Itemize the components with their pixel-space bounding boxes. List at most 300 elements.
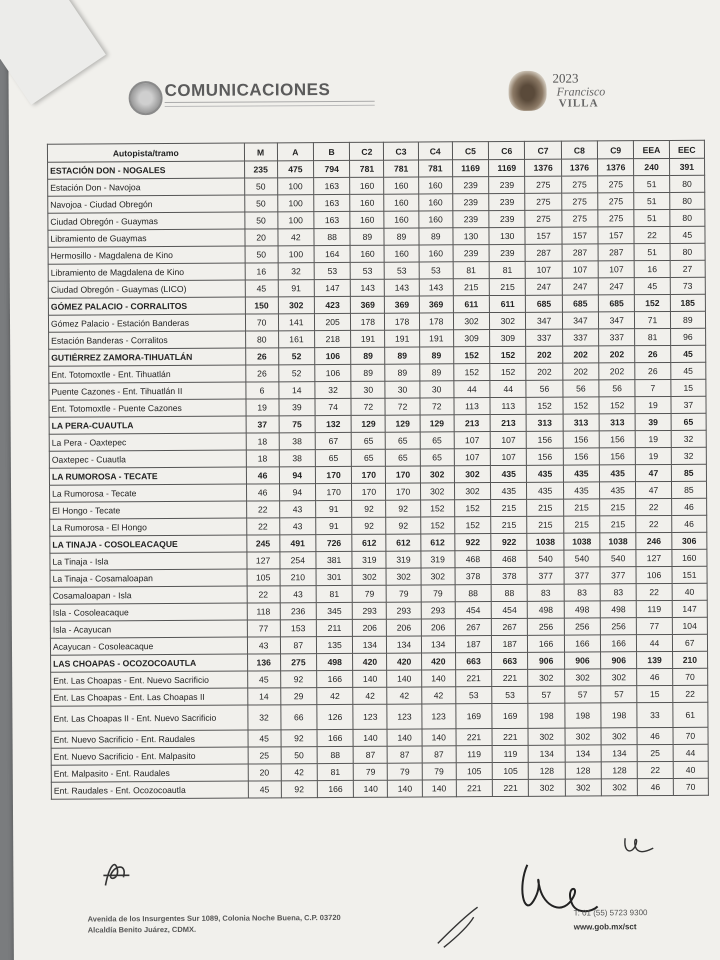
toll-value-c3: 302 [386, 568, 420, 585]
toll-value-c3: 79 [387, 585, 421, 602]
toll-value-c9: 202 [599, 363, 635, 380]
org-name: COMUNICACIONES [164, 80, 331, 101]
toll-value-c3: 79 [388, 763, 422, 780]
toll-value-b: 166 [317, 670, 353, 687]
toll-value-b: 147 [314, 279, 350, 296]
toll-value-m: 37 [246, 416, 279, 433]
toll-value-b: 166 [317, 729, 353, 746]
letterhead [129, 70, 689, 129]
toll-value-eea: 25 [637, 744, 672, 761]
toll-value-c6: 105 [492, 762, 528, 779]
toll-value-eec: 85 [671, 481, 706, 498]
toll-value-b: 132 [315, 415, 351, 432]
toll-value-m: 32 [247, 705, 280, 730]
toll-value-a: 302 [278, 297, 314, 314]
column-header-c4: C4 [418, 142, 452, 160]
route-name: LA RUMOROSA - TECATE [49, 467, 246, 485]
toll-value-c2: 178 [351, 313, 385, 330]
toll-value-c4: 65 [420, 449, 454, 466]
toll-value-c3: 170 [386, 466, 420, 483]
toll-value-a: 66 [281, 705, 317, 730]
toll-value-eec: 160 [672, 549, 707, 566]
toll-value-eea: 71 [635, 311, 670, 328]
toll-value-c4: 420 [421, 653, 455, 670]
toll-value-eea: 51 [634, 192, 669, 209]
toll-value-c8: 337 [562, 329, 598, 346]
toll-value-c5: 239 [453, 194, 489, 211]
toll-value-c8: 128 [565, 762, 601, 779]
toll-value-a: 43 [280, 586, 316, 603]
toll-value-c5: 215 [453, 279, 489, 296]
pen-stroke-signature-icon [434, 903, 484, 949]
toll-value-c2: 79 [354, 763, 388, 780]
toll-value-b: 164 [314, 245, 350, 262]
toll-value-a: 100 [278, 246, 314, 263]
toll-value-c2: 170 [352, 483, 386, 500]
toll-value-eea: 22 [636, 583, 671, 600]
toll-value-eea: 240 [634, 158, 669, 175]
route-name: Isla - Cosoleacaque [50, 603, 247, 621]
toll-value-eea: 46 [638, 778, 673, 795]
toll-value-c9: 57 [601, 686, 637, 703]
toll-value-c5: 44 [454, 381, 490, 398]
column-header-c6: C6 [489, 141, 525, 159]
toll-value-c5: 107 [454, 449, 490, 466]
toll-value-m: 22 [247, 586, 280, 603]
toll-value-c7: 198 [528, 703, 564, 728]
toll-value-eec: 104 [672, 617, 707, 634]
toll-value-b: 81 [317, 763, 353, 780]
small-initials-icon [619, 832, 659, 860]
toll-value-c2: 612 [352, 534, 386, 551]
toll-value-m: 127 [246, 552, 279, 569]
toll-value-c3: 42 [387, 687, 421, 704]
toll-value-c7: 275 [525, 176, 561, 193]
column-header-c9: C9 [597, 141, 633, 159]
toll-value-c3: 92 [386, 500, 420, 517]
toll-value-m: 43 [247, 637, 280, 654]
toll-value-c9: 287 [598, 244, 634, 261]
toll-value-c8: 275 [561, 193, 597, 210]
logo-year: 2023 [552, 70, 579, 86]
toll-value-b: 81 [316, 585, 352, 602]
toll-value-eea: 152 [635, 294, 670, 311]
toll-value-eec: 185 [670, 294, 705, 311]
toll-value-a: 491 [279, 535, 315, 552]
toll-value-c8: 347 [562, 312, 598, 329]
toll-value-a: 91 [278, 280, 314, 297]
toll-value-c4: 140 [421, 670, 455, 687]
toll-value-b: 726 [316, 534, 352, 551]
toll-value-a: 92 [281, 730, 317, 747]
toll-value-c9: 202 [599, 346, 635, 363]
toll-value-c9: 302 [601, 728, 637, 745]
toll-value-eea: 51 [634, 175, 669, 192]
toll-value-c2: 134 [353, 636, 387, 653]
toll-value-c3: 140 [387, 729, 421, 746]
toll-value-c9: 302 [601, 669, 637, 686]
toll-value-c3: 369 [385, 296, 419, 313]
toll-value-c8: 247 [562, 278, 598, 295]
toll-value-c6: 187 [492, 635, 528, 652]
logo-name-last: VILLA [558, 97, 599, 110]
toll-value-c3: 140 [388, 780, 422, 797]
toll-value-c9: 275 [598, 210, 634, 227]
toll-value-c6: 267 [491, 618, 527, 635]
route-name: LA TINAJA - COSOLEACAQUE [50, 535, 247, 553]
toll-value-eea: 22 [634, 226, 669, 243]
column-header-eea: EEA [634, 140, 669, 158]
toll-value-eea: 77 [637, 617, 672, 634]
toll-value-c3: 170 [386, 483, 420, 500]
toll-value-m: 46 [246, 467, 279, 484]
toll-value-c6: 239 [489, 244, 525, 261]
toll-value-c8: 156 [563, 448, 599, 465]
toll-value-c4: 134 [421, 636, 455, 653]
toll-value-c6: 611 [489, 295, 525, 312]
toll-value-c4: 152 [420, 517, 454, 534]
toll-value-eea: 127 [636, 549, 671, 566]
toll-value-c6: 435 [491, 465, 527, 482]
route-name: Ent. Nuevo Sacrificio - Ent. Malpasito [51, 747, 248, 765]
route-name: Ent. Malpasito - Ent. Raudales [51, 764, 248, 782]
toll-value-eea: 22 [638, 761, 673, 778]
toll-value-c2: 65 [352, 449, 386, 466]
toll-value-eea: 81 [635, 328, 670, 345]
toll-value-c8: 166 [564, 635, 600, 652]
column-header-b: B [313, 142, 349, 160]
toll-value-c4: 160 [418, 211, 452, 228]
route-name: Estación Don - Navojoa [48, 178, 245, 196]
toll-value-c2: 92 [352, 500, 386, 517]
toll-value-c6: 435 [491, 482, 527, 499]
toll-value-a: 50 [281, 747, 317, 764]
toll-value-b: 106 [315, 364, 351, 381]
toll-value-c5: 468 [455, 551, 491, 568]
toll-value-c8: 435 [563, 465, 599, 482]
toll-value-eec: 80 [669, 209, 704, 226]
toll-value-m: 22 [246, 501, 279, 518]
toll-value-m: 50 [244, 212, 277, 229]
toll-value-c2: 89 [351, 364, 385, 381]
route-name: Puente Cazones - Ent. Tihuatlán II [49, 382, 246, 400]
toll-value-c4: 191 [419, 330, 453, 347]
toll-value-c8: 152 [563, 397, 599, 414]
toll-value-eec: 46 [671, 498, 706, 515]
toll-value-c4: 129 [420, 415, 454, 432]
toll-value-m: 118 [247, 603, 280, 620]
toll-value-eec: 15 [670, 379, 705, 396]
toll-value-c7: 1038 [527, 533, 563, 550]
toll-rates-table [47, 140, 709, 800]
toll-value-m: 45 [247, 671, 280, 688]
initials-signature-icon [97, 855, 137, 889]
toll-value-c8: 1038 [564, 533, 600, 550]
toll-value-c4: 160 [418, 177, 452, 194]
toll-value-a: 210 [280, 569, 316, 586]
toll-value-c8: 215 [563, 499, 599, 516]
toll-value-eec: 46 [671, 515, 706, 532]
toll-value-c7: 247 [526, 278, 562, 295]
contact-block [574, 906, 648, 934]
toll-value-c8: 256 [564, 618, 600, 635]
toll-value-c5: 221 [456, 780, 492, 797]
toll-value-c8: 156 [563, 431, 599, 448]
toll-value-c3: 160 [385, 245, 419, 262]
logo-name-first: Francisco [556, 84, 606, 99]
toll-value-c8: 377 [564, 567, 600, 584]
toll-value-c3: 123 [387, 704, 421, 729]
toll-value-m: 26 [245, 348, 278, 365]
column-header-c2: C2 [350, 142, 384, 160]
route-name: Acayucan - Cosoleacaque [50, 637, 247, 655]
toll-value-eea: 39 [635, 413, 670, 430]
toll-value-b: 166 [317, 780, 353, 797]
toll-value-eea: 26 [635, 345, 670, 362]
address-line-2: Alcaldía Benito Juárez, CDMX. [87, 924, 197, 935]
toll-value-c8: 198 [565, 703, 601, 728]
toll-value-c6: 81 [489, 261, 525, 278]
toll-value-c4: 612 [420, 534, 454, 551]
toll-value-c6: 922 [491, 533, 527, 550]
toll-value-c6: 107 [490, 431, 526, 448]
toll-value-c3: 160 [384, 194, 418, 211]
toll-value-eec: 32 [671, 430, 706, 447]
toll-value-c3: 160 [384, 177, 418, 194]
toll-value-c7: 275 [525, 193, 561, 210]
toll-value-c7: 156 [527, 431, 563, 448]
toll-value-a: 42 [281, 764, 317, 781]
toll-value-c7: 107 [526, 261, 562, 278]
column-header-m: M [244, 143, 277, 161]
table-row [51, 778, 708, 799]
toll-value-b: 42 [317, 687, 353, 704]
toll-value-c2: 42 [353, 687, 387, 704]
toll-value-eec: 45 [670, 226, 705, 243]
toll-value-c7: 215 [527, 516, 563, 533]
toll-value-eea: 19 [636, 430, 671, 447]
toll-value-c8: 1376 [561, 159, 597, 176]
toll-value-c2: 89 [351, 347, 385, 364]
toll-value-eec: 32 [671, 447, 706, 464]
toll-value-m: 77 [247, 620, 280, 637]
toll-value-eec: 89 [670, 311, 705, 328]
toll-value-eec: 391 [669, 158, 704, 175]
route-name: Ciudad Obregón - Guaymas [48, 212, 245, 230]
toll-value-c4: 72 [420, 398, 454, 415]
toll-value-c9: 313 [599, 414, 635, 431]
toll-value-eec: 85 [671, 464, 706, 481]
route-name: Ent. Las Choapas - Ent. Las Choapas II [51, 688, 248, 706]
toll-value-c2: 293 [353, 602, 387, 619]
toll-value-c7: 347 [526, 312, 562, 329]
toll-value-c3: 781 [384, 160, 418, 177]
toll-value-m: 14 [247, 688, 280, 705]
toll-value-a: 254 [280, 552, 316, 569]
toll-value-c2: 191 [351, 330, 385, 347]
toll-value-c6: 107 [490, 448, 526, 465]
toll-value-b: 211 [316, 619, 352, 636]
toll-value-m: 245 [246, 535, 279, 552]
toll-value-c3: 72 [385, 398, 419, 415]
route-name: Ent. Nuevo Sacrificio - Ent. Raudales [51, 730, 248, 748]
toll-value-c8: 215 [563, 516, 599, 533]
toll-value-c6: 221 [492, 669, 528, 686]
website-link[interactable]: www.gob.mx/sct [573, 922, 637, 932]
route-name: Ent. Las Choapas II - Ent. Nuevo Sacrificio [51, 705, 248, 731]
toll-value-c8: 107 [562, 261, 598, 278]
toll-value-c9: 215 [600, 516, 636, 533]
toll-value-eea: 26 [635, 362, 670, 379]
toll-value-c6: 454 [491, 601, 527, 618]
route-name: Isla - Acayucan [50, 620, 247, 638]
route-name: Oaxtepec - Cuautla [49, 450, 246, 468]
toll-value-eec: 306 [671, 532, 706, 549]
toll-value-c3: 191 [385, 330, 419, 347]
toll-value-a: 94 [279, 467, 315, 484]
toll-value-c7: 215 [527, 499, 563, 516]
toll-value-c4: 30 [420, 381, 454, 398]
toll-value-eec: 45 [670, 362, 705, 379]
route-name: El Hongo - Tecate [50, 501, 247, 519]
toll-value-eec: 80 [669, 175, 704, 192]
toll-value-c9: 275 [598, 193, 634, 210]
toll-value-c8: 435 [563, 482, 599, 499]
toll-value-c8: 302 [565, 779, 601, 796]
toll-value-eec: 80 [670, 243, 705, 260]
toll-value-c4: 53 [419, 262, 453, 279]
toll-value-c9: 685 [598, 295, 634, 312]
toll-value-c2: 420 [353, 653, 387, 670]
toll-value-eec: 22 [672, 685, 707, 702]
toll-value-c6: 468 [491, 550, 527, 567]
toll-value-c7: 202 [526, 346, 562, 363]
toll-value-m: 50 [245, 246, 278, 263]
toll-value-c4: 293 [421, 602, 455, 619]
route-name: Libramiento de Magdalena de Kino [48, 263, 245, 281]
toll-value-m: 45 [248, 781, 281, 798]
toll-value-eec: 70 [673, 727, 708, 744]
toll-value-c4: 89 [419, 364, 453, 381]
route-name: Ent. Totomoxtle - Puente Cazones [49, 399, 246, 417]
toll-value-c6: 215 [489, 278, 525, 295]
toll-value-c4: 781 [418, 160, 452, 177]
route-name: Ciudad Obregón - Guaymas (LICO) [48, 280, 245, 298]
toll-value-a: 75 [279, 416, 315, 433]
toll-value-b: 498 [317, 653, 353, 670]
toll-value-a: 38 [279, 450, 315, 467]
toll-value-eea: 46 [637, 668, 672, 685]
toll-value-eec: 40 [673, 761, 708, 778]
toll-value-eea: 44 [637, 634, 672, 651]
toll-value-c5: 81 [453, 262, 489, 279]
toll-value-eea: 46 [637, 727, 672, 744]
toll-value-eec: 96 [670, 328, 705, 345]
toll-value-c7: 302 [529, 779, 565, 796]
toll-value-c5: 239 [452, 177, 488, 194]
toll-value-c4: 302 [421, 568, 455, 585]
toll-value-c6: 378 [491, 567, 527, 584]
toll-value-c6: 119 [492, 745, 528, 762]
toll-value-c9: 435 [599, 465, 635, 482]
toll-value-c9: 275 [598, 176, 634, 193]
toll-value-c4: 140 [422, 729, 456, 746]
route-name: La Pera - Oaxtepec [49, 433, 246, 451]
toll-value-a: 100 [278, 212, 314, 229]
toll-value-m: 105 [247, 569, 280, 586]
toll-value-b: 205 [314, 313, 350, 330]
toll-value-c9: 156 [599, 448, 635, 465]
route-name: Estación Banderas - Corralitos [49, 331, 246, 349]
toll-value-c5: 221 [456, 729, 492, 746]
toll-value-c5: 53 [456, 687, 492, 704]
toll-value-c6: 152 [490, 346, 526, 363]
toll-value-eec: 151 [672, 566, 707, 583]
toll-value-c8: 57 [564, 686, 600, 703]
toll-value-b: 126 [317, 704, 353, 729]
toll-value-c9: 540 [600, 550, 636, 567]
toll-value-c9: 377 [600, 567, 636, 584]
toll-value-c7: 128 [529, 762, 565, 779]
toll-value-c8: 83 [564, 584, 600, 601]
toll-value-c9: 256 [600, 618, 636, 635]
toll-value-c2: 129 [351, 415, 385, 432]
toll-value-c8: 287 [562, 244, 598, 261]
toll-value-m: 136 [247, 654, 280, 671]
toll-value-b: 381 [316, 551, 352, 568]
toll-value-c4: 89 [419, 228, 453, 245]
toll-value-m: 25 [248, 747, 281, 764]
toll-value-c7: 337 [526, 329, 562, 346]
toll-value-c8: 498 [564, 601, 600, 618]
toll-value-c5: 239 [453, 245, 489, 262]
toll-value-c7: 57 [528, 686, 564, 703]
toll-value-eec: 73 [670, 277, 705, 294]
route-name: LAS CHOAPAS - OCOZOCOAUTLA [51, 654, 248, 672]
column-header-c7: C7 [525, 141, 561, 159]
toll-value-b: 218 [315, 330, 351, 347]
toll-value-c9: 156 [599, 431, 635, 448]
toll-value-c3: 160 [384, 211, 418, 228]
toll-value-a: 92 [280, 671, 316, 688]
toll-value-c2: 72 [351, 398, 385, 415]
toll-value-c3: 89 [384, 228, 418, 245]
toll-value-c7: 313 [527, 414, 563, 431]
toll-value-c3: 89 [385, 347, 419, 364]
toll-value-c7: 435 [527, 465, 563, 482]
toll-value-b: 32 [315, 381, 351, 398]
toll-value-b: 163 [314, 194, 350, 211]
toll-value-a: 100 [277, 178, 313, 195]
toll-value-c2: 160 [350, 194, 384, 211]
toll-value-c5: 302 [453, 313, 489, 330]
route-name: La Tinaja - Cosamaloapan [50, 569, 247, 587]
toll-value-c3: 420 [387, 653, 421, 670]
toll-value-c2: 30 [351, 381, 385, 398]
toll-value-b: 65 [315, 449, 351, 466]
toll-value-b: 53 [314, 262, 350, 279]
toll-value-c9: 157 [598, 227, 634, 244]
toll-value-c2: 319 [352, 551, 386, 568]
toll-value-c6: 152 [490, 363, 526, 380]
toll-value-c7: 202 [526, 363, 562, 380]
toll-value-b: 170 [315, 466, 351, 483]
toll-value-eea: 119 [637, 600, 672, 617]
toll-value-b: 163 [314, 211, 350, 228]
toll-value-m: 235 [244, 161, 277, 178]
toll-value-c8: 302 [565, 728, 601, 745]
toll-value-c7: 685 [526, 295, 562, 312]
